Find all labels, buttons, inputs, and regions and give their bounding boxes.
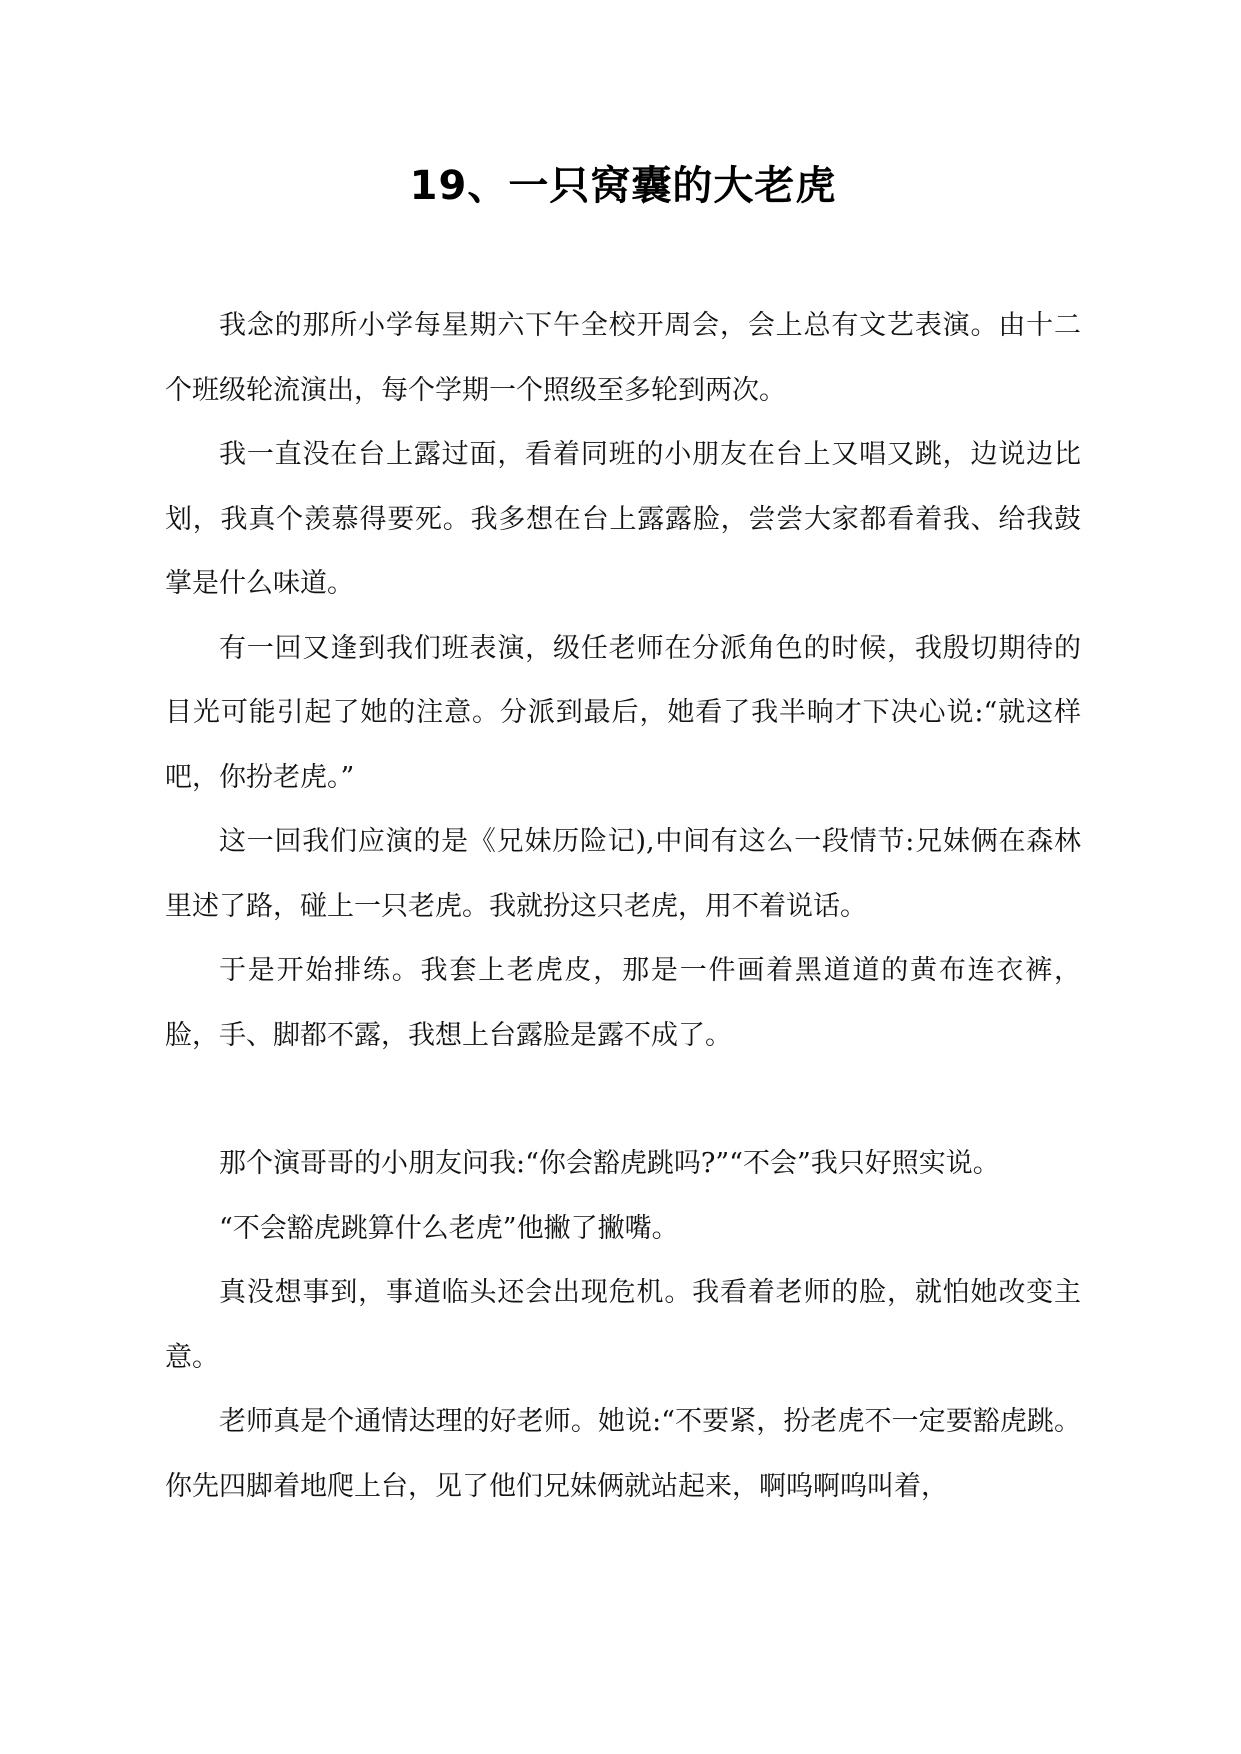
paragraph: 那个演哥哥的小朋友问我:“你会豁虎跳吗?”“不会”我只好照实说。: [219, 1148, 1000, 1179]
document-body: [165, 294, 1081, 1519]
paragraph: 我念的那所小学每星期六下午全校开周会，会上总有文艺表演。由十二个班级轮流演出，每个学期一个照级至多轮到两次。: [165, 310, 1081, 406]
paragraph: 有一回又逢到我们班表演，级任老师在分派角色的时候，我殷切期待的目光可能引起了她的注意。分派到最后，她看了我半晌才下决心说:“就这样吧，你扮老虎。”: [165, 632, 1081, 793]
paragraph: 我一直没在台上露过面，看着同班的小朋友在台上又唱又跳，边说边比划，我真个羡慕得要死。我多想在台上露露脸，尝尝大家都看着我、给我鼓掌是什么味道。: [165, 439, 1081, 599]
paragraph: “不会豁虎跳算什么老虎”他撇了撇嘴。: [219, 1212, 679, 1244]
paragraph: 于是开始排练。我套上老虎皮，那是一件画着黑道道的黄布连衣裤，脸，手、脚都不露，我想上台露脸是露不成了。: [165, 955, 1081, 1051]
paragraph: 这一回我们应演的是《兄妹历险记),中间有这么一段情节:兄妹俩在森林里述了路，碰上一只老虎。我就扮这只老虎，用不着说话。: [165, 826, 1081, 922]
document-title: 19、一只窝囊的大老虎: [409, 163, 837, 209]
paragraph: 老师真是个通情达理的好老师。她说:“不要紧，扮老虎不一定要豁虎跳。你先四脚着地爬上台，见了他们兄妹俩就站起来，啊呜啊呜叫着，: [165, 1406, 1081, 1502]
paragraph: 真没想事到，事道临头还会出现危机。我看着老师的脸，就怕她改变主意。: [165, 1277, 1081, 1373]
